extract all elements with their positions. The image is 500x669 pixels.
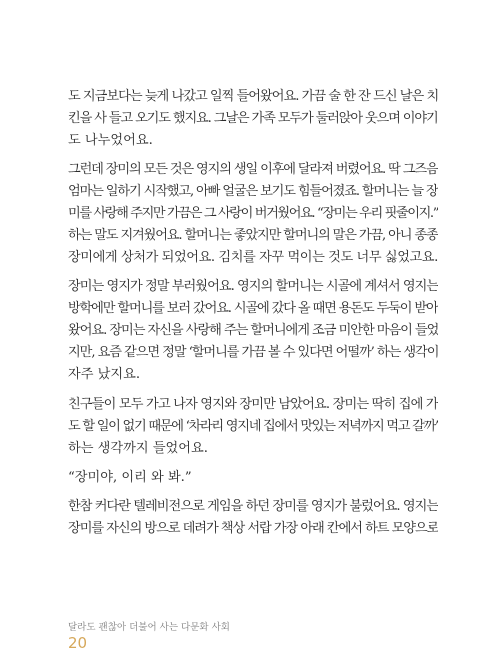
text-line: “장미야, 이리 와 봐.” — [68, 469, 192, 485]
running-title: 달라도 괜찮아 더불어 사는 다문화 사회 — [68, 622, 230, 633]
text-line: 도 나누었어요. — [68, 133, 153, 148]
text-line: 도 지금보다는 늦게 나갔고 일찍 들어왔어요. 가끔 술 한 잔 드신 날은 치 — [68, 89, 438, 104]
text-line: 그런데 장미의 모든 것은 영지의 생일 이후에 달라져 버렸어요. 딱 그즈음 — [68, 162, 438, 178]
text-line: 하는 말도 지겨웠어요. 할머니는 좋았지만 할머니의 말은 가끔, 아니 종종 — [68, 228, 438, 244]
text-line: 도 할 일이 없기 때문에 ‘차라리 영지네 집에서 맛있는 저녁까지 먹고 갈까’ — [68, 418, 438, 434]
text-line: 자주 났지요. — [68, 367, 141, 383]
text-line: 한참 커다란 텔레비전으로 게임을 하던 장미를 영지가 불렀어요. 영지는 — [68, 498, 438, 514]
text-line: 킨을 사 들고 오기도 했지요. 그날은 가족 모두가 둘러앉아 웃으며 이야기 — [68, 111, 438, 126]
text-line: 장미는 영지가 정말 부러웠어요. 영지의 할머니는 시골에 계셔서 영지는 — [68, 279, 438, 295]
page-number: 20 — [68, 634, 88, 652]
body-text — [68, 86, 438, 540]
text-line: 왔어요. 장미는 자신을 사랑해 주는 할머니에게 조금 미안한 마음이 들었 — [68, 323, 438, 339]
text-line: 미를 사랑해 주지만 가끔은 그 사랑이 버거웠어요. “장미는 우리 핏줄이지.” — [68, 206, 438, 222]
text-line: 지만, 요즘 같으면 정말 ‘할머니를 가끔 볼 수 있다면 어떨까’ 하는 생각이 — [68, 345, 438, 361]
text-line: 친구들이 모두 가고 나자 영지와 장미만 남았어요. 장미는 딱히 집에 가 — [68, 396, 438, 412]
text-line: 하는 생각까지 들었어요. — [68, 440, 208, 456]
text-line: 방학에만 할머니를 보러 갔어요. 시골에 갔다 올 때면 용돈도 두둑이 받아 — [68, 301, 438, 317]
text-line: 엄마는 일하기 시작했고, 아빠 얼굴은 보기도 힘들어졌죠. 할머니는 늘 장 — [68, 184, 438, 200]
text-line: 장미를 자신의 방으로 데려가 책상 서랍 가장 아래 칸에서 하트 모양으로 — [68, 520, 438, 536]
text-line: 장미에게 상처가 되었어요. 김치를 자꾸 먹이는 것도 너무 싫었고요. — [68, 250, 438, 266]
page-footer — [68, 621, 230, 652]
